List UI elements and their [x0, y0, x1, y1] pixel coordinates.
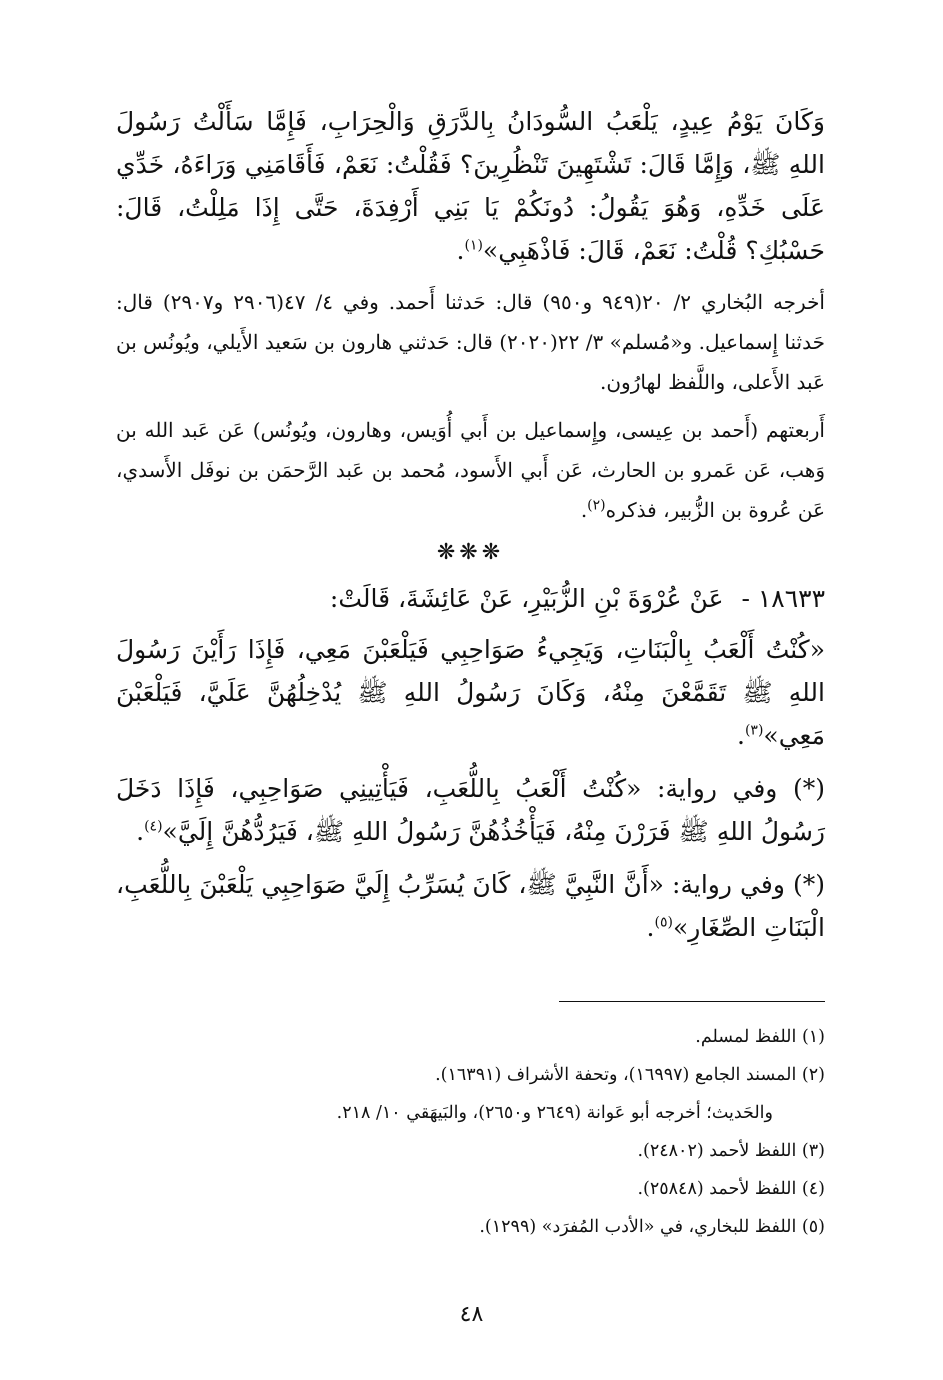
takhrij-paragraph: أخرجه البُخاري ٢/ ٢٠(٩٤٩ و٩٥٠) قال: حَدثنا أَحمد. وفي ٤/ ٤٧(٢٩٠٦ و٢٩٠٧) قال: حَدثنا إِسماعيل. و«مُسلم» ٣/ ٢٢(٢٠٢٠) قال: حَدثني هارون بن سَعيد الأَيلي، ويُونُس بن عَبد الأَعلى، واللَّفظ لهارُون.: [116, 290, 825, 394]
hadith-heading: [116, 576, 825, 622]
footnote-continuation: والحَديث؛ أخرجه أبو عَوانة (٢٦٤٩ و٢٦٥٠)، والبَيهَقي ١٠/ ٢١٨.: [336, 1103, 773, 1123]
footnote: (٣) اللفظ لأحمد (٢٤٨٠٢).: [637, 1141, 825, 1161]
page-number: ٤٨: [459, 1302, 484, 1327]
hadith-text: «كُنْتُ أَلْعَبُ بِالْبَنَاتِ، وَيَجِيءُ صَوَاحِبِي فَيَلْعَبْنَ مَعِي، فَإِذَا رَأَيْنَ رَسُولَ اللهِ ﷺ تَقَمَّعْنَ مِنْهُ، وَكَانَ رَسُولُ اللهِ ﷺ يُدْخِلُهُنَّ عَلَيَّ، فَيَلْعَبْنَ مَعِي»$^{(٣)}$.: [116, 635, 825, 750]
isnad-paragraph: أَربعتهم (أَحمد بن عِيسى، وإِسماعيل بن أَبي أُوَيس، وهارون، ويُونُس) عَن عَبد الله بن وَهب، عَن عَمرو بن الحارث، عَن أَبي الأَسود، مُحمد بن عَبد الرَّحمَن بن نوفَل الأَسدي، عَن عُروة بن الزُّبير، فذكره$^{(٢)}$.: [116, 418, 825, 522]
footnotes-list: [116, 1018, 825, 1246]
hadith-number: ١٨٦٣٣ -: [741, 584, 825, 613]
footnote-marker: (٥): [654, 914, 673, 931]
riwaya-two: (*) وفي رواية: «أَنَّ النَّبِيَّ ﷺ، كَانَ يُسَرِّبُ إِلَيَّ صَوَاحِبِي يَلْعَبْنَ بِاللُّعَبِ، الْبَنَاتِ الصِّغَارِ»$^{(٥)}$.: [116, 870, 825, 942]
footnote-marker: (٣): [744, 722, 764, 739]
footnote: (١) اللفظ لمسلم.: [695, 1027, 825, 1047]
footnote: (٤) اللفظ لأحمد (٢٥٨٤٨).: [637, 1179, 825, 1199]
matn-continuation: وَكَانَ يَوْمُ عِيدٍ، يَلْعَبُ السُّودَانُ بِالدَّرَقِ وَالْحِرَابِ، فَإِمَّا سَأَلْتُ رَسُولَ اللهِ ﷺ، وَإِمَّا قَالَ: تَشْتَهِينَ تَنْظُرِينَ؟ فَقُلْتُ: نَعَمْ، فَأَقَامَنِي وَرَاءَهُ، خَدِّي عَلَى خَدِّهِ، وَهُوَ يَقُولُ: دُونَكُمْ يَا بَنِي أَرْفِدَةَ، حَتَّى إِذَا مَلِلْتُ، قَالَ: حَسْبُكِ؟ قُلْتُ: نَعَمْ، قَالَ: فَاذْهَبِي»$^{(١)}$.: [116, 107, 825, 265]
section-separator: ❋❋❋: [436, 540, 505, 565]
footnote: (٢) المسند الجامع (١٦٩٩٧)، وتحفة الأشراف (١٦٣٩١).: [435, 1065, 825, 1085]
footnote: (٥) اللفظ للبخاري، في «الأدب المُفرَد» (١٢٩٩).: [479, 1217, 825, 1237]
hadith-isnad: عَنْ عُرْوَةَ بْنِ الزُّبَيْرِ، عَنْ عَائِشَةَ، قَالَتْ:: [329, 584, 724, 613]
footnote-marker: (١): [464, 237, 483, 254]
riwaya-one: (*) وفي رواية: «كُنْتُ أَلْعَبُ بِاللُّعَبِ، فَيَأْتِينِي صَوَاحِبِي، فَإِذَا دَخَلَ رَسُولُ اللهِ ﷺ فَرَرْنَ مِنْهُ، فَيَأْخُذُهُنَّ رَسُولُ اللهِ ﷺ، فَيَرُدُّهُنَّ إِلَيَّ»$^{(٤)}$.: [116, 774, 825, 846]
footnote-marker: (٢): [587, 497, 606, 514]
footnote-marker: (٤): [144, 818, 163, 835]
footnote-divider: [559, 1001, 825, 1002]
